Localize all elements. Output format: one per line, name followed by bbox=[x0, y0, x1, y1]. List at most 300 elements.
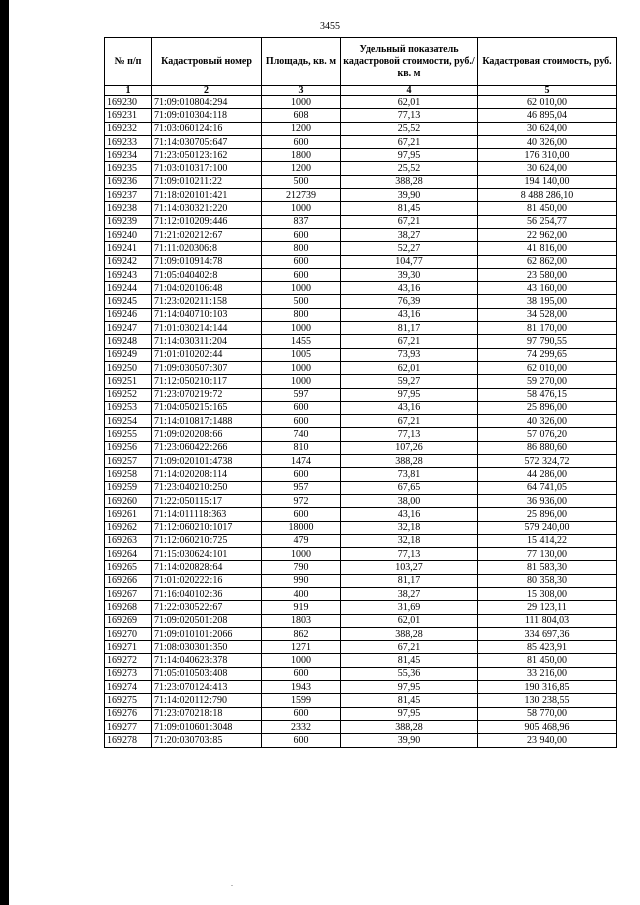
area-cell: 1474 bbox=[262, 455, 341, 468]
area-cell: 1455 bbox=[262, 335, 341, 348]
table-row bbox=[105, 734, 617, 747]
area-cell: 212739 bbox=[262, 189, 341, 202]
table-row bbox=[105, 548, 617, 561]
unit-value-cell: 38,00 bbox=[341, 494, 478, 507]
unit-value-cell: 67,21 bbox=[341, 215, 478, 228]
header-cell-area: Площадь, кв. м bbox=[262, 38, 341, 86]
table-row bbox=[105, 388, 617, 401]
area-cell: 500 bbox=[262, 175, 341, 188]
row-number-cell: 169274 bbox=[105, 681, 152, 694]
cadastral-cost-cell: 64 741,05 bbox=[478, 481, 617, 494]
unit-value-cell: 97,95 bbox=[341, 388, 478, 401]
unit-value-cell: 81,45 bbox=[341, 654, 478, 667]
cadastral-number-cell: 71:20:030703:85 bbox=[152, 734, 262, 747]
area-cell: 600 bbox=[262, 508, 341, 521]
cadastral-cost-cell: 41 816,00 bbox=[478, 242, 617, 255]
area-cell: 1200 bbox=[262, 122, 341, 135]
table-row bbox=[105, 335, 617, 348]
cadastral-number-cell: 71:04:050215:165 bbox=[152, 401, 262, 414]
table-row bbox=[105, 228, 617, 241]
unit-value-cell: 77,13 bbox=[341, 428, 478, 441]
cadastral-cost-cell: 176 310,00 bbox=[478, 149, 617, 162]
unit-value-cell: 67,21 bbox=[341, 415, 478, 428]
cadastral-number-cell: 71:15:030624:101 bbox=[152, 548, 262, 561]
area-cell: 1943 bbox=[262, 681, 341, 694]
unit-value-cell: 97,95 bbox=[341, 681, 478, 694]
cadastral-cost-cell: 56 254,77 bbox=[478, 215, 617, 228]
cadastral-number-cell: 71:09:020101:4738 bbox=[152, 455, 262, 468]
unit-value-cell: 388,28 bbox=[341, 627, 478, 640]
page-edge-bar bbox=[0, 0, 9, 905]
cadastral-number-cell: 71:22:050115:17 bbox=[152, 494, 262, 507]
table-header bbox=[105, 38, 617, 86]
cadastral-cost-cell: 81 583,30 bbox=[478, 561, 617, 574]
header-cell-cadastral-number: Кадастровый номер bbox=[152, 38, 262, 86]
cadastral-cost-cell: 58 476,15 bbox=[478, 388, 617, 401]
area-cell: 740 bbox=[262, 428, 341, 441]
row-number-cell: 169236 bbox=[105, 175, 152, 188]
table-row bbox=[105, 415, 617, 428]
table-row bbox=[105, 441, 617, 454]
table-row bbox=[105, 641, 617, 654]
cadastral-number-cell: 71:11:020306:8 bbox=[152, 242, 262, 255]
unit-value-cell: 81,17 bbox=[341, 574, 478, 587]
area-cell: 600 bbox=[262, 401, 341, 414]
row-number-cell: 169269 bbox=[105, 614, 152, 627]
unit-value-cell: 43,16 bbox=[341, 308, 478, 321]
area-cell: 600 bbox=[262, 707, 341, 720]
table-row bbox=[105, 587, 617, 600]
cadastral-cost-cell: 97 790,55 bbox=[478, 335, 617, 348]
column-index-cell: 4 bbox=[341, 86, 478, 96]
row-number-cell: 169243 bbox=[105, 268, 152, 281]
cadastral-number-cell: 71:09:010601:3048 bbox=[152, 720, 262, 733]
table-row bbox=[105, 455, 617, 468]
table-row bbox=[105, 681, 617, 694]
area-cell: 1000 bbox=[262, 361, 341, 374]
table-row bbox=[105, 215, 617, 228]
unit-value-cell: 388,28 bbox=[341, 175, 478, 188]
cadastral-cost-cell: 40 326,00 bbox=[478, 415, 617, 428]
area-cell: 810 bbox=[262, 441, 341, 454]
cadastral-number-cell: 71:01:020222:16 bbox=[152, 574, 262, 587]
cadastral-number-cell: 71:05:010503:408 bbox=[152, 667, 262, 680]
row-number-cell: 169231 bbox=[105, 109, 152, 122]
row-number-cell: 169232 bbox=[105, 122, 152, 135]
cadastral-number-cell: 71:12:010209:446 bbox=[152, 215, 262, 228]
cadastral-cost-cell: 23 940,00 bbox=[478, 734, 617, 747]
unit-value-cell: 77,13 bbox=[341, 548, 478, 561]
area-cell: 1000 bbox=[262, 202, 341, 215]
area-cell: 600 bbox=[262, 255, 341, 268]
row-number-cell: 169257 bbox=[105, 455, 152, 468]
cadastral-cost-cell: 43 160,00 bbox=[478, 282, 617, 295]
cadastral-number-cell: 71:14:040623:378 bbox=[152, 654, 262, 667]
unit-value-cell: 67,21 bbox=[341, 335, 478, 348]
area-cell: 1800 bbox=[262, 149, 341, 162]
unit-value-cell: 97,95 bbox=[341, 149, 478, 162]
cadastral-number-cell: 71:23:020211:158 bbox=[152, 295, 262, 308]
unit-value-cell: 39,90 bbox=[341, 734, 478, 747]
row-number-cell: 169252 bbox=[105, 388, 152, 401]
area-cell: 600 bbox=[262, 667, 341, 680]
row-number-cell: 169259 bbox=[105, 481, 152, 494]
unit-value-cell: 81,45 bbox=[341, 202, 478, 215]
area-cell: 790 bbox=[262, 561, 341, 574]
unit-value-cell: 39,30 bbox=[341, 268, 478, 281]
row-number-cell: 169255 bbox=[105, 428, 152, 441]
row-number-cell: 169268 bbox=[105, 601, 152, 614]
cadastral-cost-cell: 130 238,55 bbox=[478, 694, 617, 707]
row-number-cell: 169273 bbox=[105, 667, 152, 680]
area-cell: 1000 bbox=[262, 654, 341, 667]
table-row bbox=[105, 202, 617, 215]
row-number-cell: 169261 bbox=[105, 508, 152, 521]
area-cell: 18000 bbox=[262, 521, 341, 534]
cadastral-cost-cell: 62 010,00 bbox=[478, 96, 617, 109]
table-row bbox=[105, 282, 617, 295]
row-number-cell: 169251 bbox=[105, 375, 152, 388]
table-row bbox=[105, 295, 617, 308]
row-number-cell: 169256 bbox=[105, 441, 152, 454]
unit-value-cell: 38,27 bbox=[341, 587, 478, 600]
cadastral-cost-cell: 46 895,04 bbox=[478, 109, 617, 122]
cadastral-cost-cell: 74 299,65 bbox=[478, 348, 617, 361]
row-number-cell: 169260 bbox=[105, 494, 152, 507]
header-cell-unit-value: Удельный показатель кадастровой стоимости, руб./кв. м bbox=[341, 38, 478, 86]
cadastral-number-cell: 71:09:020501:208 bbox=[152, 614, 262, 627]
table-row bbox=[105, 189, 617, 202]
scan-speck bbox=[231, 885, 233, 886]
unit-value-cell: 388,28 bbox=[341, 720, 478, 733]
unit-value-cell: 52,27 bbox=[341, 242, 478, 255]
area-cell: 608 bbox=[262, 109, 341, 122]
table-row bbox=[105, 561, 617, 574]
cadastral-cost-cell: 59 270,00 bbox=[478, 375, 617, 388]
unit-value-cell: 81,17 bbox=[341, 322, 478, 335]
table-row bbox=[105, 601, 617, 614]
area-cell: 1005 bbox=[262, 348, 341, 361]
table-row bbox=[105, 428, 617, 441]
cadastral-cost-cell: 15 414,22 bbox=[478, 534, 617, 547]
cadastral-cost-cell: 33 216,00 bbox=[478, 667, 617, 680]
table-row bbox=[105, 494, 617, 507]
table-row bbox=[105, 149, 617, 162]
row-number-cell: 169250 bbox=[105, 361, 152, 374]
column-index-cell: 2 bbox=[152, 86, 262, 96]
area-cell: 1200 bbox=[262, 162, 341, 175]
table-row bbox=[105, 375, 617, 388]
unit-value-cell: 25,52 bbox=[341, 162, 478, 175]
cadastral-number-cell: 71:12:060210:1017 bbox=[152, 521, 262, 534]
cadastral-number-cell: 71:18:020101:421 bbox=[152, 189, 262, 202]
cadastral-number-cell: 71:23:060422:266 bbox=[152, 441, 262, 454]
row-number-cell: 169278 bbox=[105, 734, 152, 747]
row-number-cell: 169233 bbox=[105, 135, 152, 148]
cadastral-cost-cell: 58 770,00 bbox=[478, 707, 617, 720]
cadastral-cost-cell: 194 140,00 bbox=[478, 175, 617, 188]
row-number-cell: 169240 bbox=[105, 228, 152, 241]
area-cell: 600 bbox=[262, 415, 341, 428]
cadastral-number-cell: 71:01:010202:44 bbox=[152, 348, 262, 361]
unit-value-cell: 81,45 bbox=[341, 694, 478, 707]
unit-value-cell: 104,77 bbox=[341, 255, 478, 268]
unit-value-cell: 43,16 bbox=[341, 282, 478, 295]
cadastral-cost-cell: 22 962,00 bbox=[478, 228, 617, 241]
table-row bbox=[105, 694, 617, 707]
cadastral-cost-cell: 29 123,11 bbox=[478, 601, 617, 614]
cadastral-number-cell: 71:03:060124:16 bbox=[152, 122, 262, 135]
unit-value-cell: 62,01 bbox=[341, 361, 478, 374]
cadastral-number-cell: 71:12:050210:117 bbox=[152, 375, 262, 388]
header-cell-number: № п/п bbox=[105, 38, 152, 86]
row-number-cell: 169245 bbox=[105, 295, 152, 308]
page-number: 3455 bbox=[320, 21, 340, 32]
row-number-cell: 169272 bbox=[105, 654, 152, 667]
table-row bbox=[105, 481, 617, 494]
area-cell: 600 bbox=[262, 734, 341, 747]
row-number-cell: 169266 bbox=[105, 574, 152, 587]
cadastral-number-cell: 71:21:020212:67 bbox=[152, 228, 262, 241]
cadastral-number-cell: 71:23:040210:250 bbox=[152, 481, 262, 494]
cadastral-cost-cell: 38 195,00 bbox=[478, 295, 617, 308]
cadastral-cost-cell: 579 240,00 bbox=[478, 521, 617, 534]
table-row bbox=[105, 508, 617, 521]
area-cell: 1803 bbox=[262, 614, 341, 627]
unit-value-cell: 67,65 bbox=[341, 481, 478, 494]
row-number-cell: 169270 bbox=[105, 627, 152, 640]
cadastral-number-cell: 71:14:030321:220 bbox=[152, 202, 262, 215]
area-cell: 400 bbox=[262, 587, 341, 600]
unit-value-cell: 67,21 bbox=[341, 641, 478, 654]
cadastral-number-cell: 71:09:010804:294 bbox=[152, 96, 262, 109]
area-cell: 990 bbox=[262, 574, 341, 587]
area-cell: 597 bbox=[262, 388, 341, 401]
column-index-cell: 3 bbox=[262, 86, 341, 96]
cadastral-number-cell: 71:12:060210:725 bbox=[152, 534, 262, 547]
header-row bbox=[105, 38, 617, 86]
area-cell: 1599 bbox=[262, 694, 341, 707]
cadastral-number-cell: 71:04:020106:48 bbox=[152, 282, 262, 295]
table-row bbox=[105, 468, 617, 481]
cadastral-number-cell: 71:14:030705:647 bbox=[152, 135, 262, 148]
unit-value-cell: 25,52 bbox=[341, 122, 478, 135]
cadastral-cost-cell: 34 528,00 bbox=[478, 308, 617, 321]
area-cell: 600 bbox=[262, 135, 341, 148]
area-cell: 862 bbox=[262, 627, 341, 640]
cadastral-cost-cell: 572 324,72 bbox=[478, 455, 617, 468]
row-number-cell: 169241 bbox=[105, 242, 152, 255]
unit-value-cell: 55,36 bbox=[341, 667, 478, 680]
row-number-cell: 169239 bbox=[105, 215, 152, 228]
table-row bbox=[105, 162, 617, 175]
table-row bbox=[105, 720, 617, 733]
cadastral-cost-cell: 190 316,85 bbox=[478, 681, 617, 694]
cadastral-cost-cell: 25 896,00 bbox=[478, 508, 617, 521]
cadastral-cost-cell: 15 308,00 bbox=[478, 587, 617, 600]
row-number-cell: 169244 bbox=[105, 282, 152, 295]
row-number-cell: 169267 bbox=[105, 587, 152, 600]
table-row bbox=[105, 654, 617, 667]
cadastral-cost-cell: 85 423,91 bbox=[478, 641, 617, 654]
cadastral-number-cell: 71:14:011118:363 bbox=[152, 508, 262, 521]
area-cell: 800 bbox=[262, 242, 341, 255]
table-row bbox=[105, 322, 617, 335]
unit-value-cell: 31,69 bbox=[341, 601, 478, 614]
unit-value-cell: 43,16 bbox=[341, 508, 478, 521]
cadastral-cost-cell: 57 076,20 bbox=[478, 428, 617, 441]
area-cell: 1000 bbox=[262, 322, 341, 335]
table-row bbox=[105, 135, 617, 148]
cadastral-cost-cell: 62 010,00 bbox=[478, 361, 617, 374]
cadastral-cost-cell: 30 624,00 bbox=[478, 122, 617, 135]
area-cell: 1000 bbox=[262, 96, 341, 109]
cadastral-number-cell: 71:09:010304:118 bbox=[152, 109, 262, 122]
unit-value-cell: 73,93 bbox=[341, 348, 478, 361]
row-number-cell: 169237 bbox=[105, 189, 152, 202]
row-number-cell: 169234 bbox=[105, 149, 152, 162]
table-row bbox=[105, 308, 617, 321]
area-cell: 1000 bbox=[262, 375, 341, 388]
cadastral-number-cell: 71:23:050123:162 bbox=[152, 149, 262, 162]
cadastral-number-cell: 71:09:010211:22 bbox=[152, 175, 262, 188]
area-cell: 479 bbox=[262, 534, 341, 547]
area-cell: 837 bbox=[262, 215, 341, 228]
area-cell: 600 bbox=[262, 468, 341, 481]
cadastral-cost-cell: 30 624,00 bbox=[478, 162, 617, 175]
unit-value-cell: 97,95 bbox=[341, 707, 478, 720]
unit-value-cell: 388,28 bbox=[341, 455, 478, 468]
cadastral-cost-cell: 905 468,96 bbox=[478, 720, 617, 733]
table-row bbox=[105, 109, 617, 122]
cadastral-cost-cell: 23 580,00 bbox=[478, 268, 617, 281]
cadastral-number-cell: 71:16:040102:36 bbox=[152, 587, 262, 600]
cadastre-table bbox=[104, 37, 617, 748]
table-row bbox=[105, 627, 617, 640]
row-number-cell: 169271 bbox=[105, 641, 152, 654]
cadastral-cost-cell: 80 358,30 bbox=[478, 574, 617, 587]
table-row bbox=[105, 242, 617, 255]
cadastral-cost-cell: 81 450,00 bbox=[478, 202, 617, 215]
unit-value-cell: 67,21 bbox=[341, 135, 478, 148]
area-cell: 957 bbox=[262, 481, 341, 494]
area-cell: 600 bbox=[262, 268, 341, 281]
unit-value-cell: 59,27 bbox=[341, 375, 478, 388]
table-row bbox=[105, 534, 617, 547]
cadastral-number-cell: 71:22:030522:67 bbox=[152, 601, 262, 614]
cadastral-cost-cell: 8 488 286,10 bbox=[478, 189, 617, 202]
cadastral-number-cell: 71:23:070124:413 bbox=[152, 681, 262, 694]
column-index-row bbox=[105, 86, 617, 96]
cadastral-cost-cell: 40 326,00 bbox=[478, 135, 617, 148]
area-cell: 600 bbox=[262, 228, 341, 241]
table-row bbox=[105, 667, 617, 680]
cadastral-number-cell: 71:23:070219:72 bbox=[152, 388, 262, 401]
unit-value-cell: 107,26 bbox=[341, 441, 478, 454]
row-number-cell: 169249 bbox=[105, 348, 152, 361]
row-number-cell: 169247 bbox=[105, 322, 152, 335]
area-cell: 1000 bbox=[262, 282, 341, 295]
unit-value-cell: 76,39 bbox=[341, 295, 478, 308]
cadastral-number-cell: 71:23:070218:18 bbox=[152, 707, 262, 720]
cadastral-number-cell: 71:03:010317:100 bbox=[152, 162, 262, 175]
row-number-cell: 169238 bbox=[105, 202, 152, 215]
cadastral-number-cell: 71:14:030311:204 bbox=[152, 335, 262, 348]
row-number-cell: 169248 bbox=[105, 335, 152, 348]
unit-value-cell: 39,90 bbox=[341, 189, 478, 202]
cadastral-number-cell: 71:05:040402:8 bbox=[152, 268, 262, 281]
table-row bbox=[105, 521, 617, 534]
cadastral-cost-cell: 334 697,36 bbox=[478, 627, 617, 640]
row-number-cell: 169263 bbox=[105, 534, 152, 547]
cadastral-number-cell: 71:09:010101:2066 bbox=[152, 627, 262, 640]
unit-value-cell: 73,81 bbox=[341, 468, 478, 481]
unit-value-cell: 62,01 bbox=[341, 614, 478, 627]
table-row bbox=[105, 614, 617, 627]
row-number-cell: 169262 bbox=[105, 521, 152, 534]
cadastral-cost-cell: 77 130,00 bbox=[478, 548, 617, 561]
table-row bbox=[105, 348, 617, 361]
cadastral-cost-cell: 25 896,00 bbox=[478, 401, 617, 414]
cadastral-cost-cell: 62 862,00 bbox=[478, 255, 617, 268]
cadastral-number-cell: 71:14:040710:103 bbox=[152, 308, 262, 321]
table-row bbox=[105, 361, 617, 374]
row-number-cell: 169235 bbox=[105, 162, 152, 175]
table-row bbox=[105, 401, 617, 414]
row-number-cell: 169258 bbox=[105, 468, 152, 481]
table-row bbox=[105, 175, 617, 188]
cadastral-cost-cell: 81 450,00 bbox=[478, 654, 617, 667]
area-cell: 800 bbox=[262, 308, 341, 321]
table-row bbox=[105, 707, 617, 720]
cadastral-cost-cell: 44 286,00 bbox=[478, 468, 617, 481]
unit-value-cell: 103,27 bbox=[341, 561, 478, 574]
unit-value-cell: 43,16 bbox=[341, 401, 478, 414]
table-row bbox=[105, 574, 617, 587]
cadastral-number-cell: 71:09:010914:78 bbox=[152, 255, 262, 268]
cadastral-cost-cell: 81 170,00 bbox=[478, 322, 617, 335]
area-cell: 1271 bbox=[262, 641, 341, 654]
cadastral-number-cell: 71:14:010817:1488 bbox=[152, 415, 262, 428]
row-number-cell: 169276 bbox=[105, 707, 152, 720]
table-row bbox=[105, 268, 617, 281]
table-body bbox=[105, 86, 617, 748]
table-row bbox=[105, 255, 617, 268]
area-cell: 2332 bbox=[262, 720, 341, 733]
cadastral-cost-cell: 36 936,00 bbox=[478, 494, 617, 507]
cadastral-cost-cell: 111 804,03 bbox=[478, 614, 617, 627]
cadastral-number-cell: 71:14:020112:790 bbox=[152, 694, 262, 707]
unit-value-cell: 32,18 bbox=[341, 534, 478, 547]
cadastral-number-cell: 71:09:020208:66 bbox=[152, 428, 262, 441]
cadastral-cost-cell: 86 880,60 bbox=[478, 441, 617, 454]
cadastral-number-cell: 71:09:030507:307 bbox=[152, 361, 262, 374]
table-row bbox=[105, 122, 617, 135]
column-index-cell: 5 bbox=[478, 86, 617, 96]
row-number-cell: 169230 bbox=[105, 96, 152, 109]
cadastral-number-cell: 71:01:030214:144 bbox=[152, 322, 262, 335]
row-number-cell: 169277 bbox=[105, 720, 152, 733]
column-index-cell: 1 bbox=[105, 86, 152, 96]
header-cell-cadastral-cost: Кадастровая стоимость, руб. bbox=[478, 38, 617, 86]
row-number-cell: 169265 bbox=[105, 561, 152, 574]
cadastral-number-cell: 71:14:020208:114 bbox=[152, 468, 262, 481]
unit-value-cell: 62,01 bbox=[341, 96, 478, 109]
cadastral-number-cell: 71:08:030301:350 bbox=[152, 641, 262, 654]
row-number-cell: 169253 bbox=[105, 401, 152, 414]
unit-value-cell: 32,18 bbox=[341, 521, 478, 534]
cadastral-number-cell: 71:14:020828:64 bbox=[152, 561, 262, 574]
